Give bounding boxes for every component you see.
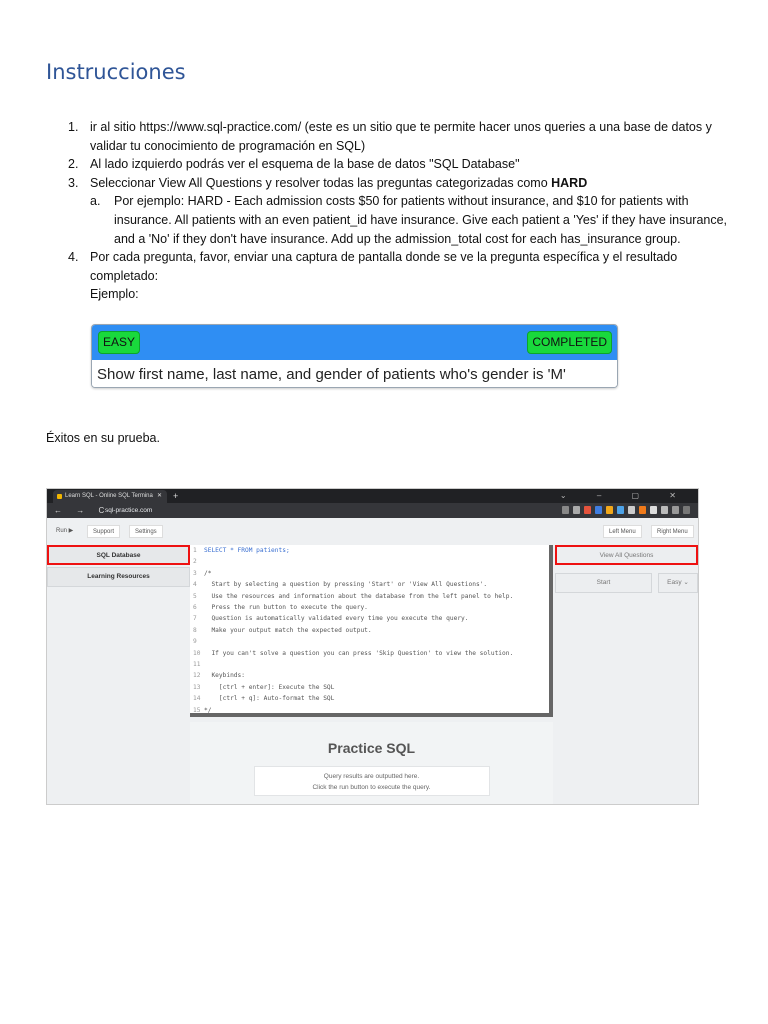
- example-label: Ejemplo:: [90, 287, 139, 302]
- results-line: Click the run button to execute the query.: [312, 784, 431, 791]
- right-menu-button[interactable]: Right Menu: [651, 525, 694, 538]
- code-line: 1 SELECT * FROM patients;: [193, 547, 290, 554]
- results-panel: [190, 722, 553, 804]
- sidebar-icon[interactable]: [661, 506, 668, 514]
- list-text: Al lado izquierdo podrás ver el esquema de la base de datos "SQL Database": [90, 157, 520, 172]
- extension-icon[interactable]: [584, 506, 591, 514]
- window-controls[interactable]: ⌄ – ▢ ✕: [559, 491, 690, 500]
- code-line: 15 */: [193, 706, 212, 714]
- app-toolbar: [47, 518, 698, 543]
- tab-title: Learn SQL - Online SQL Termina: [65, 493, 153, 499]
- list-bold: HARD: [551, 175, 588, 190]
- new-tab-icon[interactable]: +: [173, 491, 179, 501]
- completed-badge: COMPLETED: [527, 331, 612, 354]
- list-text: Por ejemplo: HARD - Each admission costs $50 for patients without insurance, and $10 for patients with insurance. All patients with an even patient_id have insurance. Give each patient a 'Yes' if they have insurance, and a 'No' if they don't have insurance. Add up the admission_total cost for each has_insurance group.: [114, 194, 728, 246]
- sql-database-button[interactable]: SQL Database: [47, 545, 190, 565]
- profile-icon[interactable]: [672, 506, 679, 514]
- settings-button[interactable]: Settings: [129, 525, 163, 538]
- instruction-list: [68, 118, 728, 304]
- page-title: Instrucciones: [46, 60, 186, 84]
- sql-practice-app: [47, 518, 698, 804]
- code-line: 7 Question is automatically validated every time you execute the query.: [193, 615, 469, 623]
- list-letter: a.: [90, 194, 101, 209]
- url-field[interactable]: sql-practice.com: [105, 507, 153, 514]
- extension-icon[interactable]: [617, 506, 624, 514]
- left-panel: [47, 545, 190, 589]
- example-question-text: Show first name, last name, and gender of patients who's gender is 'M': [92, 360, 617, 388]
- code-line: 14 [ctrl + q]: Auto-format the SQL: [193, 695, 335, 703]
- code-line: 3 /*: [193, 569, 212, 577]
- list-number: 1.: [68, 120, 79, 134]
- view-all-questions-button[interactable]: View All Questions: [555, 545, 698, 565]
- code-line: 12 Keybinds:: [193, 672, 245, 680]
- share-icon[interactable]: [562, 506, 569, 514]
- extension-icon[interactable]: [639, 506, 646, 514]
- code-line: 5 Use the resources and information about the database from the left panel to help.: [193, 592, 514, 600]
- favicon-icon: [57, 494, 62, 499]
- code-line: 11: [193, 661, 201, 669]
- example-header: [92, 325, 617, 360]
- closing-text: Éxitos en su prueba.: [46, 431, 160, 445]
- list-subitem: [68, 192, 728, 248]
- practice-title: Practice SQL: [327, 740, 416, 756]
- browser-tab[interactable]: [53, 490, 167, 503]
- difficulty-select[interactable]: Easy ⌄: [658, 573, 698, 593]
- list-item: [68, 155, 728, 174]
- code-line: 6 Press the run button to execute the query.: [193, 604, 368, 612]
- close-tab-icon[interactable]: ✕: [156, 493, 162, 499]
- code-line: 9: [193, 638, 197, 646]
- menu-icon[interactable]: [683, 506, 690, 514]
- results-line: Query results are outputted here.: [323, 773, 420, 780]
- start-row: [555, 573, 698, 593]
- address-bar: [47, 503, 698, 518]
- code-line: 10 If you can't solve a question you can press 'Skip Question' to view the solution.: [193, 649, 514, 657]
- nav-buttons[interactable]: ← → C: [54, 506, 111, 515]
- extension-icon[interactable]: [595, 506, 602, 514]
- query-results-box: [254, 766, 490, 796]
- extension-icon[interactable]: [606, 506, 613, 514]
- list-number: 2.: [68, 157, 79, 172]
- list-number: 3.: [68, 175, 79, 190]
- difficulty-badge: EASY: [98, 331, 140, 354]
- extension-icon[interactable]: [628, 506, 635, 514]
- list-text: Seleccionar View All Questions y resolver todas las preguntas categorizadas como: [90, 175, 552, 190]
- list-item: [68, 248, 728, 304]
- puzzle-icon[interactable]: [650, 506, 657, 514]
- extensions-bar: [562, 506, 690, 514]
- run-button[interactable]: Run ▶: [56, 528, 74, 534]
- code-line: 13 [ctrl + enter]: Execute the SQL: [193, 683, 335, 691]
- list-text: Por cada pregunta, favor, enviar una captura de pantalla donde se ve la pregunta específica y el resultado completado:: [90, 250, 678, 283]
- list-item: [68, 174, 728, 193]
- code-line: 4 Start by selecting a question by pressing 'Start' or 'View All Questions'.: [193, 581, 488, 589]
- list-number: 4.: [68, 250, 79, 265]
- star-icon[interactable]: [573, 506, 580, 514]
- list-item: [68, 118, 728, 155]
- list-text: ir al sitio https://www.sql-practice.com/ (este es un sitio que te permite hacer unos queries a una base de datos y validar tu conocimiento de programación en SQL): [90, 120, 712, 153]
- browser-screenshot: [46, 488, 699, 805]
- code-line: 2: [193, 558, 197, 566]
- browser-tab-bar: [47, 489, 698, 503]
- learning-resources-button[interactable]: Learning Resources: [47, 567, 190, 587]
- example-question-card: [91, 324, 618, 388]
- left-menu-button[interactable]: Left Menu: [603, 525, 642, 538]
- code-line: 8 Make your output match the expected output.: [193, 626, 372, 634]
- start-button[interactable]: Start: [555, 573, 652, 593]
- support-button[interactable]: Support: [87, 525, 120, 538]
- right-panel: [555, 545, 698, 593]
- sql-editor[interactable]: [190, 545, 553, 717]
